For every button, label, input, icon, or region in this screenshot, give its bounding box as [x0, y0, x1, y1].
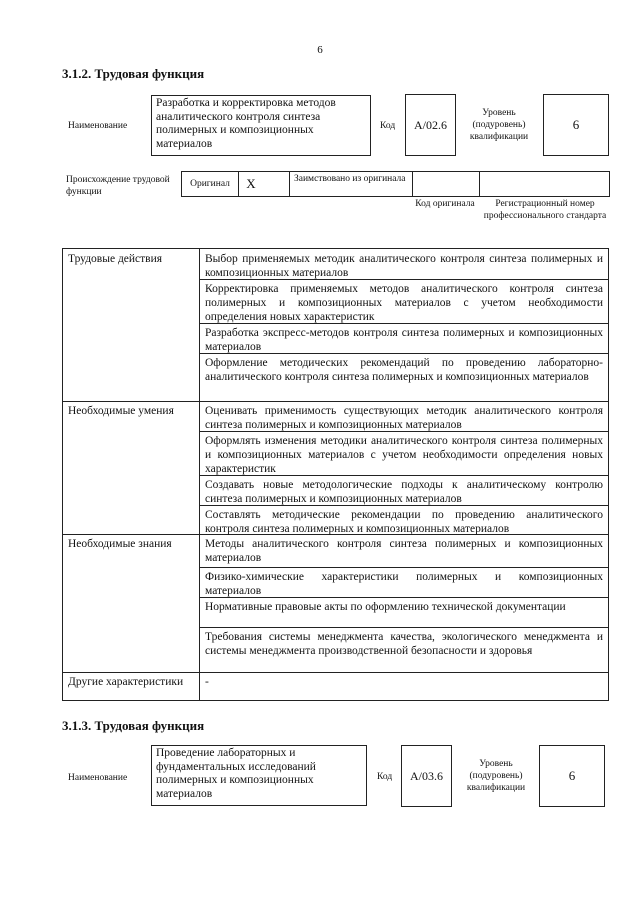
- code-box: А/02.6: [405, 94, 456, 156]
- labor-action-item: Разработка экспресс-методов контроля синтеза полимерных и композиционных материалов: [205, 327, 603, 353]
- code-label-2: Код: [377, 772, 393, 782]
- function-name-box: Разработка и корректировка методов аналитического контроля синтеза полимерных и композиционных материалов: [151, 95, 371, 156]
- original-mark: X: [246, 176, 256, 191]
- knowledge-item: Методы аналитического контроля синтеза полимерных и композиционных материалов: [205, 538, 603, 564]
- knowledge-item: Требования системы менеджмента качества, экологического менеджмента и системы менеджмента производственной безопасности и здоровья: [205, 631, 603, 657]
- skill-item: Составлять методические рекомендации по проведению аналитического контроля синтеза полимерных и композиционных материалов: [205, 509, 603, 535]
- skill-item: Оформлять изменения методики аналитического контроля синтеза полимерных и композиционных материалов с учетом необходимости определения новых характеристик: [205, 435, 603, 475]
- original-cell: Оригинал: [190, 179, 230, 189]
- function-name-box-2: Проведение лабораторных и фундаментальных исследований полимерных и композиционных материалов: [151, 745, 367, 806]
- required-knowledge-label: Необходимые знания: [68, 538, 172, 550]
- name-label: Наименование: [68, 121, 128, 131]
- code-label: Код: [380, 121, 396, 131]
- section-heading: 3.1.2. Трудовая функция: [62, 66, 205, 81]
- knowledge-item: Нормативные правовые акты по оформлению технической документации: [205, 601, 566, 613]
- required-skills-label: Необходимые умения: [68, 405, 174, 417]
- labor-actions-label: Трудовые действия: [68, 253, 163, 265]
- labor-action-item: Оформление методических рекомендаций по проведению лабораторно-аналитического контроля синтеза полимерных и композиционных материалов: [205, 357, 603, 383]
- origin-label: Происхождение трудовой функции: [66, 175, 170, 197]
- other-characteristics-value: -: [205, 676, 209, 688]
- other-characteristics-label: Другие характеристики: [68, 676, 184, 688]
- knowledge-item: Физико-химические характеристики полимерных и композиционных материалов: [205, 571, 603, 597]
- skill-item: Оценивать применимость существующих методик аналитического контроля синтеза полимерных и композиционных материалов: [205, 405, 603, 431]
- function-details-table: [62, 248, 609, 701]
- page-number: 6: [317, 44, 323, 56]
- code-box-2: А/03.6: [401, 745, 452, 807]
- qualification-level-label: Уровень (подуровень) квалификации: [469, 108, 529, 142]
- qualification-level-box: 6: [543, 94, 609, 156]
- section-heading-2: 3.1.3. Трудовая функция: [62, 718, 205, 733]
- qualification-level-label-2: Уровень (подуровень) квалификации: [466, 759, 526, 793]
- skill-item: Создавать новые методологические подходы к аналитическому контролю синтеза полимерных и композиционных материалов: [205, 479, 603, 505]
- labor-action-item: Выбор применяемых методик аналитического контроля синтеза полимерных и композиционных материалов: [205, 253, 603, 279]
- labor-action-item: Корректировка применяемых методов аналитического контроля синтеза полимерных и композиционных материалов с учетом необходимости определения новых характеристик: [205, 283, 603, 323]
- registration-number-caption: Регистрационный номер профессионального стандарта: [483, 199, 607, 221]
- qualification-level-box-2: 6: [539, 745, 605, 807]
- origin-table: [181, 171, 610, 197]
- original-code-caption: Код оригинала: [415, 199, 475, 209]
- name-label-2: Наименование: [68, 773, 128, 783]
- borrowed-cell: Заимствовано из оригинала: [294, 174, 406, 184]
